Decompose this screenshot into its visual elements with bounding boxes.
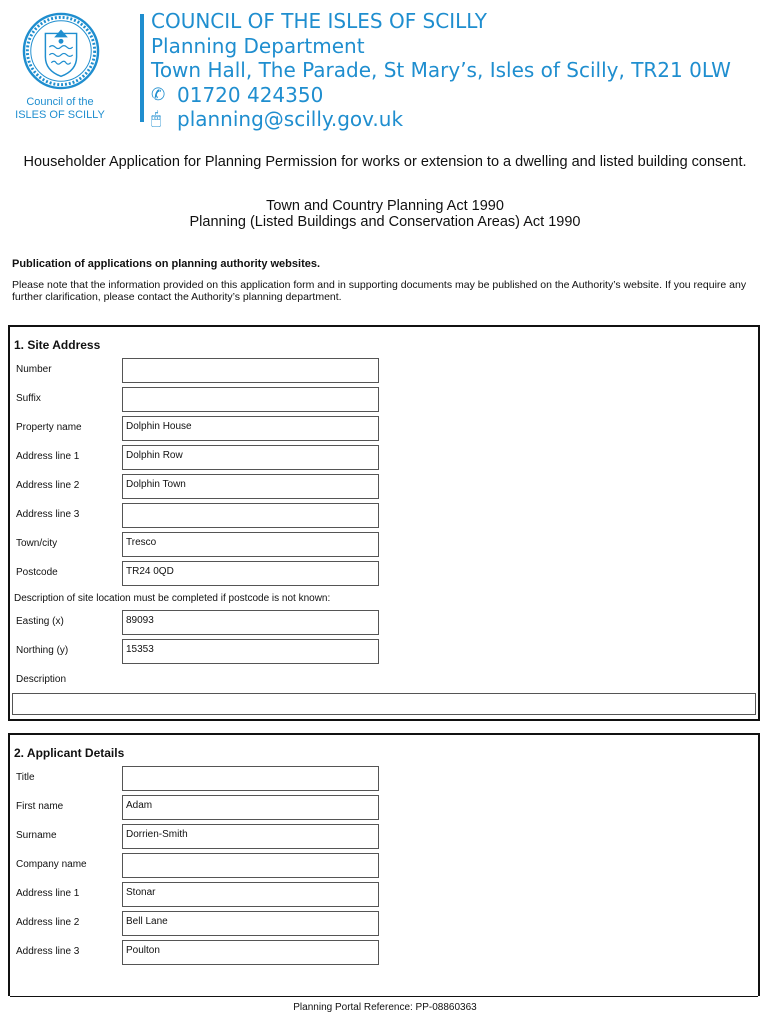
field-row	[10, 668, 758, 694]
surname-input[interactable]: Dorrien-Smith	[122, 824, 379, 849]
applicant-address-line-3-input[interactable]: Poulton	[122, 940, 379, 965]
company-name-input[interactable]	[122, 853, 379, 878]
field-label: First name	[16, 801, 64, 812]
field-label: Property name	[16, 422, 82, 433]
logo-caption: Council of the ISLES OF SCILLY	[15, 96, 105, 121]
publication-heading: Publication of applications on planning authority websites.	[12, 258, 321, 270]
postal-address: Town Hall, The Parade, St Mary’s, Isles of Scilly, TR21 0LW	[151, 58, 731, 82]
field-row	[10, 639, 758, 665]
northing-input[interactable]: 15353	[122, 639, 379, 664]
field-row	[10, 561, 758, 587]
site-address-section	[8, 325, 760, 721]
department-name: Planning Department	[151, 33, 365, 58]
field-row	[10, 503, 758, 529]
council-crest-logo	[22, 12, 100, 90]
publication-notice: Please note that the information provided on this application form and in supporting documents may be published on the Authority’s website. If you require any further clarification, please contact the Authority’s planning department.	[12, 279, 747, 303]
field-row	[10, 358, 758, 384]
section-title: 2. Applicant Details	[14, 746, 125, 760]
field-label: Suffix	[16, 393, 41, 404]
letterhead	[0, 0, 770, 135]
field-label: Number	[16, 364, 52, 375]
address-line-2-input[interactable]: Dolphin Town	[122, 474, 379, 499]
description-input[interactable]	[12, 693, 756, 715]
applicant-address-line-1-input[interactable]: Stonar	[122, 882, 379, 907]
field-row	[10, 911, 758, 937]
email-line	[151, 107, 731, 132]
field-label: Address line 1	[16, 888, 80, 899]
field-label: Description	[16, 674, 67, 685]
mouse-pointer-icon: 🖱	[151, 109, 162, 129]
act-1: Town and Country Planning Act 1990	[266, 198, 504, 214]
property-name-input[interactable]: Dolphin House	[122, 416, 379, 441]
town-city-input[interactable]: Tresco	[122, 532, 379, 557]
portal-reference: Planning Portal Reference: PP-08860363	[293, 1002, 477, 1013]
field-row	[10, 387, 758, 413]
form-title: Householder Application for Planning Permission for works or extension to a dwelling and listed building consent.	[23, 154, 747, 170]
field-label: Town/city	[16, 538, 58, 549]
field-row	[10, 766, 758, 792]
phone-icon: ✆	[151, 84, 166, 105]
title-input[interactable]	[122, 766, 379, 791]
field-label: Company name	[16, 859, 87, 870]
field-label: Surname	[16, 830, 57, 841]
applicant-details-section	[8, 733, 760, 996]
field-label: Address line 3	[16, 509, 80, 520]
field-label: Address line 2	[16, 917, 80, 928]
phone-line	[151, 83, 731, 108]
field-row	[10, 445, 758, 471]
phone-number[interactable]: 01720 424350	[177, 82, 324, 107]
field-label: Easting (x)	[16, 616, 64, 627]
field-label: Northing (y)	[16, 645, 69, 656]
field-row	[10, 882, 758, 908]
easting-input[interactable]: 89093	[122, 610, 379, 635]
field-label: Address line 2	[16, 480, 80, 491]
contact-block	[151, 9, 731, 132]
address-line-1-input[interactable]: Dolphin Row	[122, 445, 379, 470]
legislation-acts	[20, 198, 750, 230]
address-line-3-input[interactable]	[122, 503, 379, 528]
field-row	[10, 416, 758, 442]
first-name-input[interactable]: Adam	[122, 795, 379, 820]
postcode-input[interactable]: TR24 0QD	[122, 561, 379, 586]
section-title: 1. Site Address	[14, 338, 101, 352]
field-row	[10, 824, 758, 850]
field-row	[10, 795, 758, 821]
footer-divider	[10, 996, 758, 997]
email-link[interactable]: planning@scilly.gov.uk	[177, 107, 404, 131]
field-row	[10, 474, 758, 500]
field-label: Title	[16, 772, 35, 783]
field-label: Postcode	[16, 567, 58, 578]
applicant-address-line-2-input[interactable]: Bell Lane	[122, 911, 379, 936]
number-input[interactable]	[122, 358, 379, 383]
header-divider	[140, 14, 144, 122]
act-2: Planning (Listed Buildings and Conservation Areas) Act 1990	[189, 214, 581, 230]
field-row	[10, 610, 758, 636]
field-row	[10, 940, 758, 966]
field-row	[10, 853, 758, 879]
location-note: Description of site location must be completed if postcode is not known:	[14, 593, 331, 604]
field-label: Address line 1	[16, 451, 80, 462]
field-row	[10, 532, 758, 558]
field-label: Address line 3	[16, 946, 80, 957]
suffix-input[interactable]	[122, 387, 379, 412]
org-name: COUNCIL OF THE ISLES OF SCILLY	[151, 9, 487, 33]
